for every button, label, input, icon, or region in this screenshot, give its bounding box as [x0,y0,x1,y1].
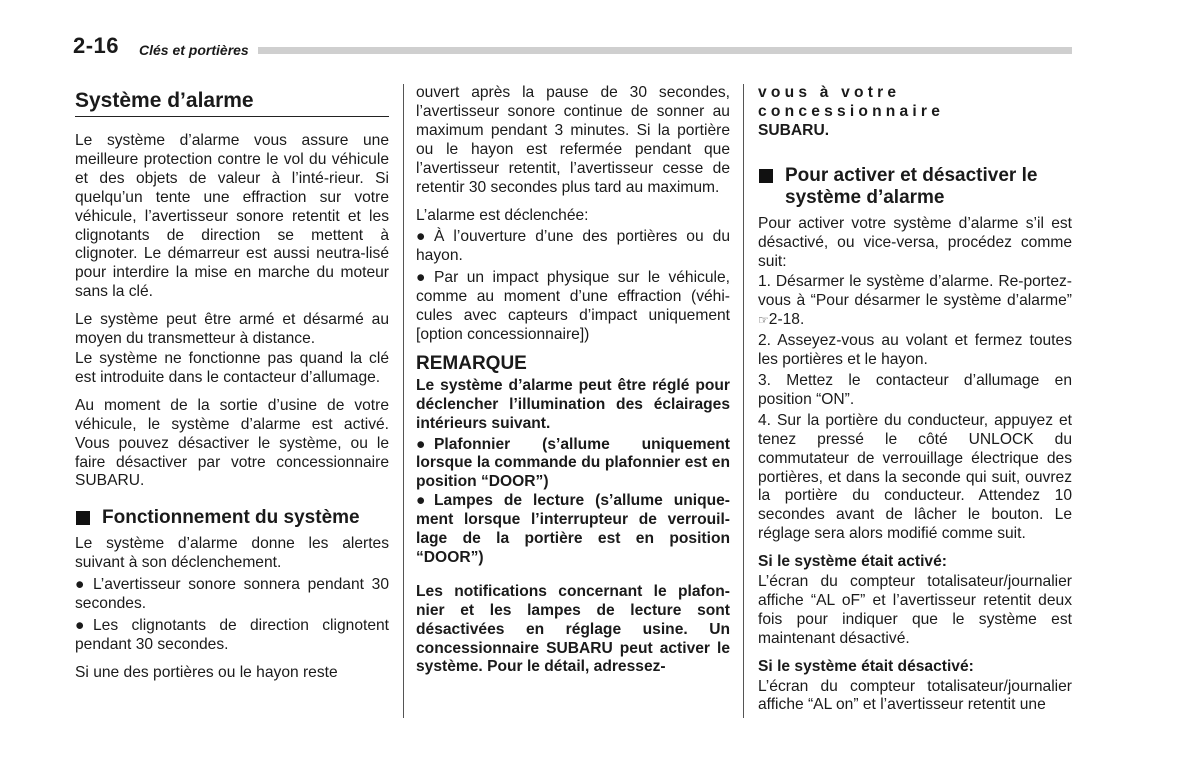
square-bullet-icon [76,511,90,525]
page-reference: 2-18. [768,311,805,329]
paragraph: Le système d’alarme vous assure une meilleure protection contre le vol du véhicule et des objets de valeur à l’inté-rieur. Si quelqu’un tente une effraction sur votre véhicule, l’avertisseur sonore retentit et les clignotants de direction se mettent à clignoter. Le démarreur est aussi neutra-lisé pour interdire la mise en marche du moteur sans la clé. [75,132,389,301]
column-3 [758,84,1072,724]
note-list-item [416,436,730,493]
bullet-icon: ● [416,269,426,287]
bullet-icon: ● [416,492,426,510]
paragraph: Le système d’alarme donne les alertes suivant à son déclenchement. [75,535,389,572]
paragraph: Pour activer votre système d’alarme s’il est désactivé, ou vice-versa, procédez comme suit: [758,214,1072,270]
note-list-item-text: Plafonnier (s’allume uniquement lorsque la commande du plafonnier est en position “DOOR”) [416,435,730,491]
list-item [416,269,730,345]
step-item [758,273,1072,330]
paragraph-line: SUBARU. [758,121,830,139]
note-paragraph: Les notifications concernant le plafon-nier et les lampes de lecture sont désactivées en réglage usine. Un concessionnaire SUBARU peut activer le système. Pour le détail, adressez- [416,582,730,676]
list-item [75,617,389,655]
paragraph: Le système peut être armé et désarmé au moyen du transmetteur à distance. [75,311,389,348]
paragraph: L’écran du compteur totalisateur/journalier affiche “AL on” et l’avertisseur retentit une [758,677,1072,714]
note-list-item-text: Lampes de lecture (s’allume unique-ment lorsque l’interrupteur de verrouil-lage de la portière est en position “DOOR”) [416,492,730,566]
note-title: REMARQUE [416,352,527,374]
paragraph-line: vous à votre concessionnaire [758,84,945,120]
condition-title: Si le système était activé: [758,553,947,571]
list-item-text: Par un impact physique sur le véhicule, comme au moment d’une effraction (véhi-cules avec capteurs d’impact uniquement [option concessionnaire]) [416,269,730,343]
page-reference-icon: ☞ [758,313,769,328]
subsection-title [75,507,389,529]
subsection-title-text: Fonctionnement du système [102,507,360,529]
square-bullet-icon [759,169,773,183]
step-item: 2. Asseyez-vous au volant et fermez toutes les portières et le hayon. [758,332,1072,369]
condition-title: Si le système était désactivé: [758,657,974,675]
step-text: 1. Désarmer le système d’alarme. Re-portez-vous à “Pour désarmer le système d’alarme” [758,273,1072,310]
running-title: Clés et portières [139,42,249,58]
paragraph [758,84,1072,141]
list-item-text: Les clignotants de direction clignotent pendant 30 secondes. [75,616,389,653]
paragraph: L’alarme est déclenchée: [416,207,589,225]
column-1 [75,84,389,692]
note-list-item [416,492,730,568]
bullet-icon: ● [416,228,426,246]
paragraph: L’écran du compteur totalisateur/journalier affiche “AL oF” et l’avertisseur retentit deux fois pour indiquer que le système est maintenant désactivé. [758,573,1072,647]
subsection-title-text: Pour activer et désactiver le système d’alarme [785,164,1038,208]
column-divider [403,84,404,718]
page-number: 2-16 [73,33,120,58]
step-item: 3. Mettez le contacteur d’allumage en position “ON”. [758,371,1072,408]
paragraph: Si une des portières ou le hayon reste [75,663,338,681]
list-item-text: À l’ouverture d’une des portières ou du hayon. [416,228,730,265]
step-item: 4. Sur la portière du conducteur, appuyez et tenez pressé le côté UNLOCK du commutateur de verrouillage électrique des portières, et dans la seconde qui suit, ouvrez la portière du conducteur. Attendez 10 secondes avant de lâcher le bouton. Le réglage sera alors modifié comme suit. [758,411,1072,543]
paragraph: Au moment de la sortie d’usine de votre véhicule, le système d’alarme est activé. Vous pouvez désactiver le système, ou le faire désactiver par votre concessionnaire SUBARU. [75,396,389,490]
paragraph: Le système ne fonctionne pas quand la clé est introduite dans le contacteur d’allumage. [75,349,389,386]
list-item [416,228,730,266]
note-paragraph: Le système d’alarme peut être réglé pour déclencher l’illumination des éclairages intérieurs suivant. [416,376,730,432]
list-item-text: L’avertisseur sonore sonnera pendant 30 secondes. [75,576,389,613]
column-divider [743,84,744,718]
bullet-icon: ● [75,616,85,634]
bullet-icon: ● [75,576,85,594]
column-2 [416,84,730,686]
list-item [75,576,389,614]
section-title: Système d’alarme [75,88,389,117]
subsection-title [758,165,1072,209]
header-rule [258,47,1072,54]
paragraph: ouvert après la pause de 30 secondes, l’avertisseur sonore continue de sonner au maximum pendant 3 minutes. Si la portière ou le hayon est refermée pendant que l’avertisseur retentit, l’avertisseur cesse de retentir 30 secondes plus tard au maximum. [416,84,730,196]
bullet-icon: ● [416,435,426,453]
